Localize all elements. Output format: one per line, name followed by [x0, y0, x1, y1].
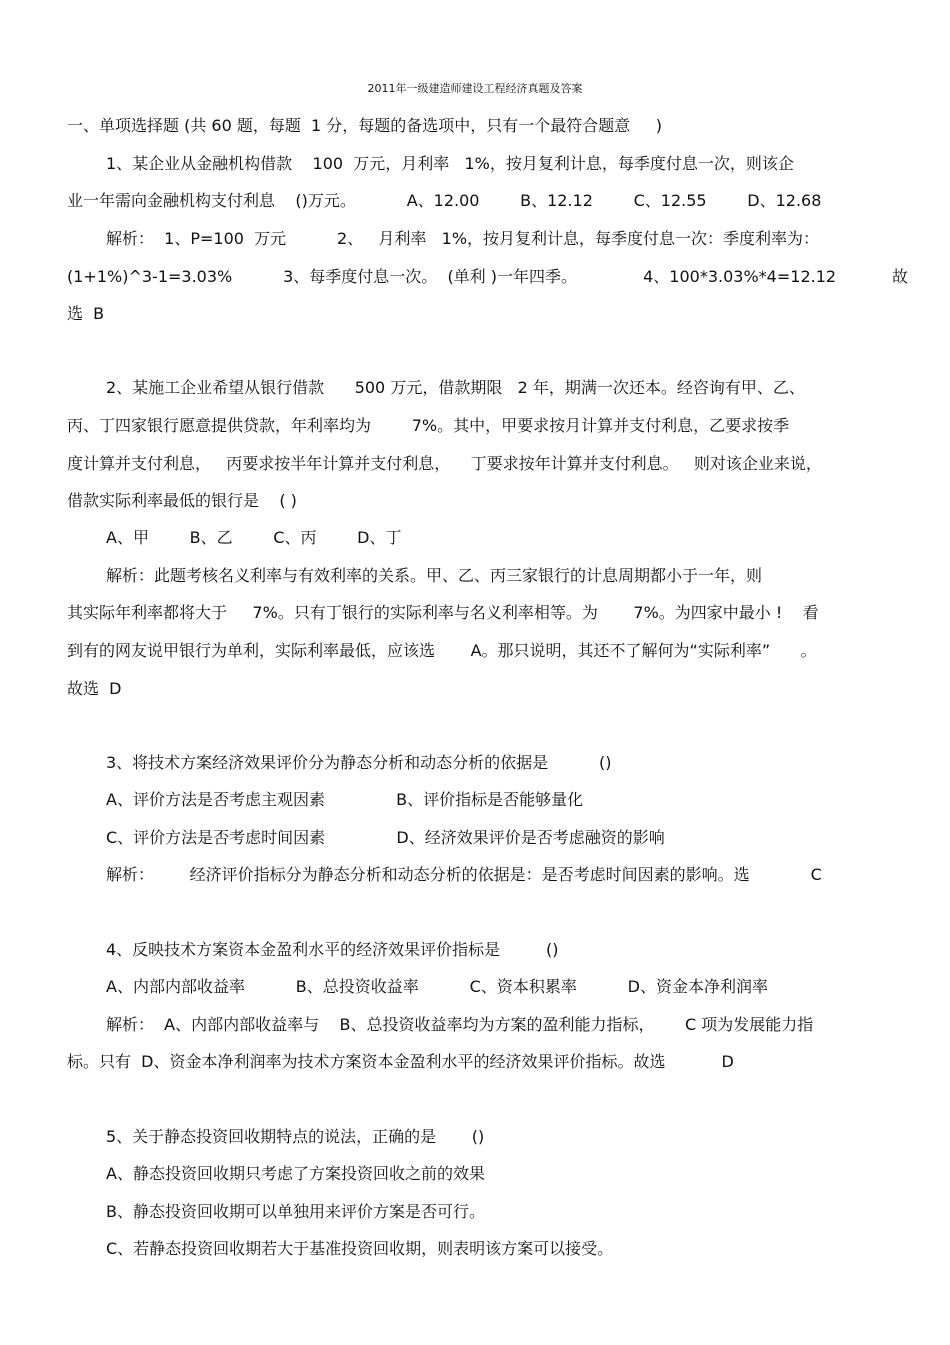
- q2-stem-line-3: 度计算并支付利息， 丙要求按半年计算并支付利息， 丁要求按年计算并支付利息。 则对该企业来说，: [67, 454, 822, 473]
- q1-analysis-line-3: 选 B: [67, 304, 105, 323]
- q1-analysis-line-2: (1+1%)^3-1=3.03% 3、每季度付息一次。 (单利 )一年四季。 4、100*3.03%*4=12.12 故: [67, 267, 909, 286]
- q2-analysis-line-1: 解析：此题考核名义利率与有效利率的关系。甲、乙、丙三家银行的计息周期都小于一年，则: [106, 566, 763, 585]
- q3-options-ab: A、评价方法是否考虑主观因素 B、评价指标是否能够量化: [106, 790, 584, 809]
- section-heading: 一、单项选择题 (共 60 题，每题 1 分，每题的备选项中，只有一个最符合题意 ): [67, 116, 662, 135]
- q5-option-c: C、若静态投资回收期若大于基准投资回收期，则表明该方案可以接受。: [106, 1239, 614, 1258]
- q1-stem-line-2: 业一年需向金融机构支付利息 ()万元。 A、12.00 B、12.12 C、12.55 D、12.68: [67, 191, 822, 210]
- q2-analysis-line-3: 到有的网友说甲银行为单利，实际利率最低，应该选 A。那只说明，其还不了解何为“实际利率” 。: [67, 641, 817, 660]
- q2-stem-line-2: 丙、丁四家银行愿意提供贷款，年利率均为 7%。其中，甲要求按月计算并支付利息，乙要求按季: [67, 416, 790, 435]
- q2-analysis-line-4: 故选 D: [67, 679, 122, 698]
- q2-stem-line-4: 借款实际利率最低的银行是 ( ): [67, 491, 297, 510]
- q5-option-a: A、静态投资回收期只考虑了方案投资回收之前的效果: [106, 1164, 485, 1183]
- document-title: 2011年一级建造师建设工程经济真题及答案: [367, 82, 583, 95]
- q1-stem-line-1: 1、某企业从金融机构借款 100 万元，月利率 1%，按月复利计息，每季度付息一次，则该企: [106, 154, 794, 173]
- q2-options: A、甲 B、乙 C、丙 D、丁: [106, 528, 402, 547]
- q2-analysis-line-2: 其实际年利率都将大于 7%。只有丁银行的实际利率与名义利率相等。为 7%。为四家中最小 ! 看: [67, 603, 819, 622]
- q1-analysis-line-1: 解析： 1、P=100 万元 2、 月利率 1%，按月复利计息，每季度付息一次：季度利率为：: [106, 229, 820, 248]
- q4-analysis-line-1: 解析： A、内部内部收益率与 B、总投资收益率均为方案的盈利能力指标， C 项为发展能力指: [106, 1015, 814, 1034]
- q4-analysis-line-2: 标。只有 D、资金本净利润率为技术方案资本金盈利水平的经济效果评价指标。故选 D: [67, 1052, 734, 1071]
- q4-stem: 4、反映技术方案资本金盈利水平的经济效果评价指标是 (): [106, 940, 559, 959]
- q3-analysis: 解析： 经济评价指标分为静态分析和动态分析的依据是：是否考虑时间因素的影响。选 C: [106, 865, 822, 884]
- q5-option-b: B、静态投资回收期可以单独用来评价方案是否可行。: [106, 1202, 485, 1221]
- q3-stem: 3、将技术方案经济效果评价分为静态分析和动态分析的依据是 (): [106, 753, 612, 772]
- q3-options-cd: C、评价方法是否考虑时间因素 D、经济效果评价是否考虑融资的影响: [106, 828, 665, 847]
- q5-stem: 5、关于静态投资回收期特点的说法，正确的是 (): [106, 1127, 485, 1146]
- q4-options: A、内部内部收益率 B、总投资收益率 C、资本积累率 D、资金本净利润率: [106, 977, 768, 996]
- q2-stem-line-1: 2、某施工企业希望从银行借款 500 万元，借款期限 2 年，期满一次还本。经咨询有甲、乙、: [106, 378, 805, 397]
